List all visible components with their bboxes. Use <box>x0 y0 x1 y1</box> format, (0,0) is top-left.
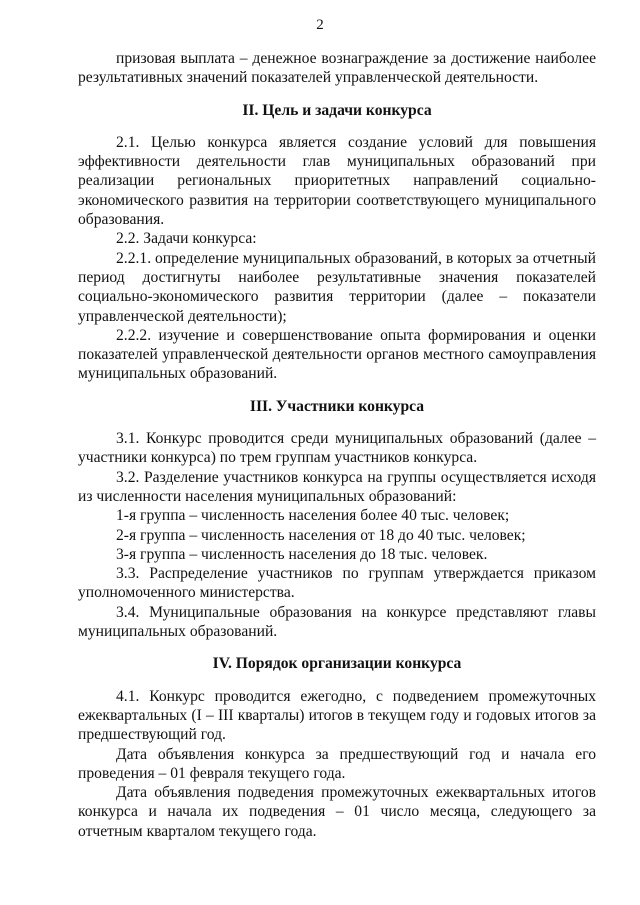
section-4-heading: IV. Порядок организации конкурса <box>212 655 462 673</box>
section-2-heading: II. Цель и задачи конкурса <box>242 101 432 119</box>
intro-paragraph: призовая выплата – денежное вознаграждение за достижение наиболее результативных значений показателей управленческой деятельности. <box>78 50 596 87</box>
paragraph-3-1: 3.1. Конкурс проводится среди муниципальных образований (далее – участники конкурса) по трем группам участников конкурса. <box>78 430 596 467</box>
paragraph-3-3: 3.3. Распределение участников по группам утверждается приказом уполномоченного министерства. <box>78 565 596 602</box>
group-3-item: 3-я группа – численность населения до 18 тыс. человек. <box>116 545 488 563</box>
paragraph-4-1: 4.1. Конкурс проводится ежегодно, с подведением промежуточных ежеквартальных (I – III кварталы) итогов в текущем году и годовых итогов за предшествующий год. <box>78 687 596 744</box>
page-number: 2 <box>316 17 324 33</box>
paragraph-3-2: 3.2. Разделение участников конкурса на группы осуществляется исходя из численности населения муниципальных образований: <box>78 468 596 505</box>
paragraph-2-2: 2.2. Задачи конкурса: <box>116 230 257 248</box>
paragraph-3-4: 3.4. Муниципальные образования на конкурсе представляют главы муниципальных образований. <box>78 603 596 641</box>
document-body <box>78 49 596 841</box>
paragraph-4-announcement-date: Дата объявления конкурса за предшествующий год и начала его проведения – 01 февраля текущего года. <box>78 745 596 782</box>
section-3-heading: III. Участники конкурса <box>249 397 425 415</box>
paragraph-2-2-1: 2.2.1. определение муниципальных образований, в которых за отчетный период достигнуты наиболее результативные значения показателей социально-экономического развития территории (далее – показатели управленческой деятельности); <box>78 249 596 325</box>
paragraph-2-2-2: 2.2.2. изучение и совершенствование опыта формирования и оценки показателей управленческой деятельности органов местного самоуправления муниципальных образований. <box>78 326 596 383</box>
group-1-item: 1-я группа – численность населения более 40 тыс. человек; <box>116 507 510 525</box>
paragraph-2-1: 2.1. Целью конкурса является создание условий для повышения эффективности деятельности глав муниципальных образований при реализации региональных приоритетных направлений социально-экономического развития на территории соответствующего муниципального образования. <box>78 133 596 229</box>
group-2-item: 2-я группа – численность населения от 18 до 40 тыс. человек; <box>116 526 526 544</box>
paragraph-4-quarterly-date: Дата объявления подведения промежуточных ежеквартальных итогов конкурса и начала их подведения – 01 число месяца, следующего за отчетным кварталом текущего года. <box>78 784 596 840</box>
